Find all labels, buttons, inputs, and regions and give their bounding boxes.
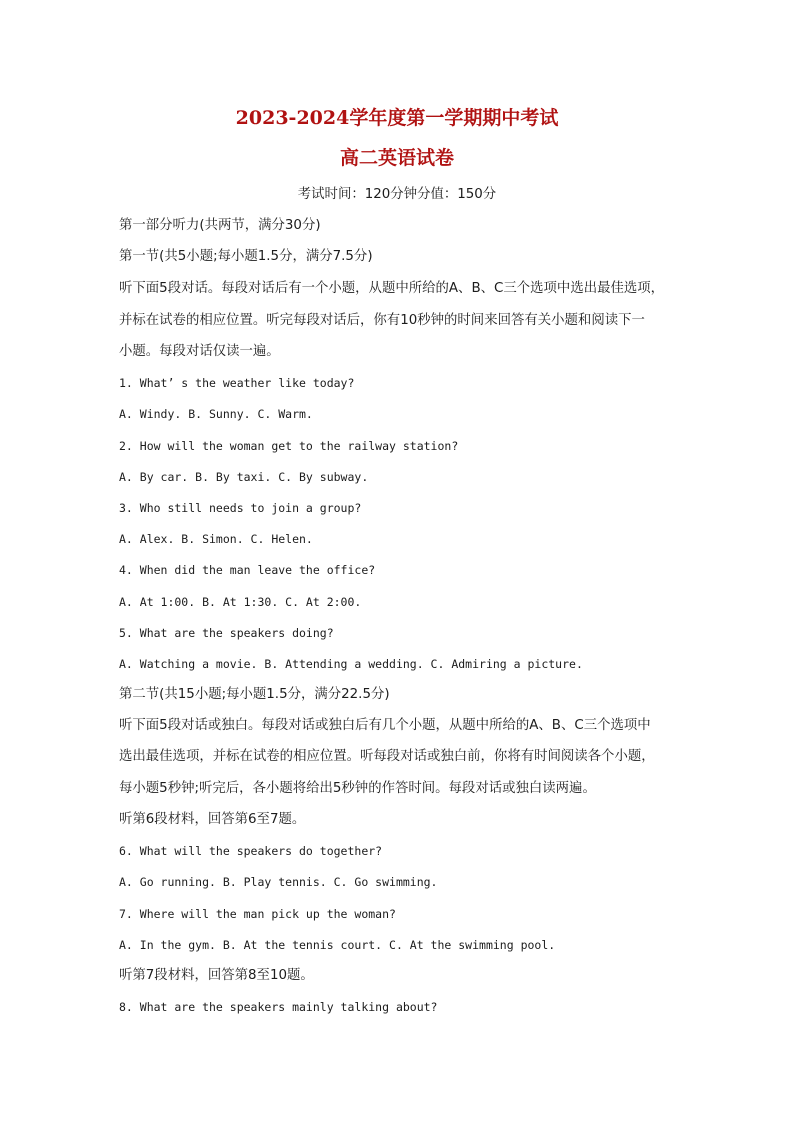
question-5-options: A. Watching a movie. B. Attending a wedding. C. Admiring a picture.	[119, 657, 583, 671]
section2-instruction-line: 听下面5段对话或独白。每段对话或独白后有几个小题，从题中所给的A、B、C三个选项中	[119, 718, 651, 733]
question-6-options: A. Go running. B. Play tennis. C. Go swimming.	[119, 875, 438, 889]
exam-info: 考试时间：120分钟分值：150分	[297, 187, 497, 202]
section1-heading: 第一节(共5小题;每小题1.5分，满分7.5分)	[119, 249, 373, 264]
question-4-options: A. At 1:00. B. At 1:30. C. At 2:00.	[119, 595, 362, 609]
exam-subtitle: 高二英语试卷	[339, 147, 454, 169]
section1-instruction-line: 并标在试卷的相应位置。听完每段对话后，你有10秒钟的时间来回答有关小题和阅读下一	[119, 313, 645, 328]
question-2-options: A. By car. B. By taxi. C. By subway.	[119, 470, 369, 484]
question-4: 4. When did the man leave the office?	[119, 563, 376, 577]
section2-instruction-line: 选出最佳选项，并标在试卷的相应位置。听每段对话或独白前，你将有时间阅读各个小题，	[119, 749, 655, 764]
question-2: 2. How will the woman get to the railway station?	[119, 439, 459, 453]
exam-title: 2023-2024学年度第一学期期中考试	[235, 107, 559, 129]
section1-instruction-line: 小题。每段对话仅读一遍。	[119, 344, 280, 359]
question-3: 3. Who still needs to join a group?	[119, 501, 362, 515]
material-6-note: 听第6段材料，回答第6至7题。	[119, 812, 306, 827]
question-7: 7. Where will the man pick up the woman?	[119, 907, 396, 921]
section1-instruction-line: 听下面5段对话。每段对话后有一个小题，从题中所给的A、B、C三个选项中选出最佳选项，	[119, 281, 665, 296]
question-6: 6. What will the speakers do together?	[119, 844, 383, 858]
part1-heading: 第一部分听力(共两节，满分30分)	[119, 218, 321, 233]
question-5: 5. What are the speakers doing?	[119, 626, 334, 640]
question-3-options: A. Alex. B. Simon. C. Helen.	[119, 532, 313, 546]
material-7-note: 听第7段材料，回答第8至10题。	[119, 968, 314, 983]
question-1-options: A. Windy. B. Sunny. C. Warm.	[119, 407, 313, 421]
section2-heading: 第二节(共15小题;每小题1.5分，满分22.5分)	[119, 687, 390, 702]
question-7-options: A. In the gym. B. At the tennis court. C. At the swimming pool.	[119, 938, 556, 952]
section2-instruction-line: 每小题5秒钟;听完后，各小题将给出5秒钟的作答时间。每段对话或独白读两遍。	[119, 781, 596, 796]
question-8: 8. What are the speakers mainly talking about?	[119, 1000, 438, 1014]
question-1: 1. What’ s the weather like today?	[119, 376, 355, 390]
